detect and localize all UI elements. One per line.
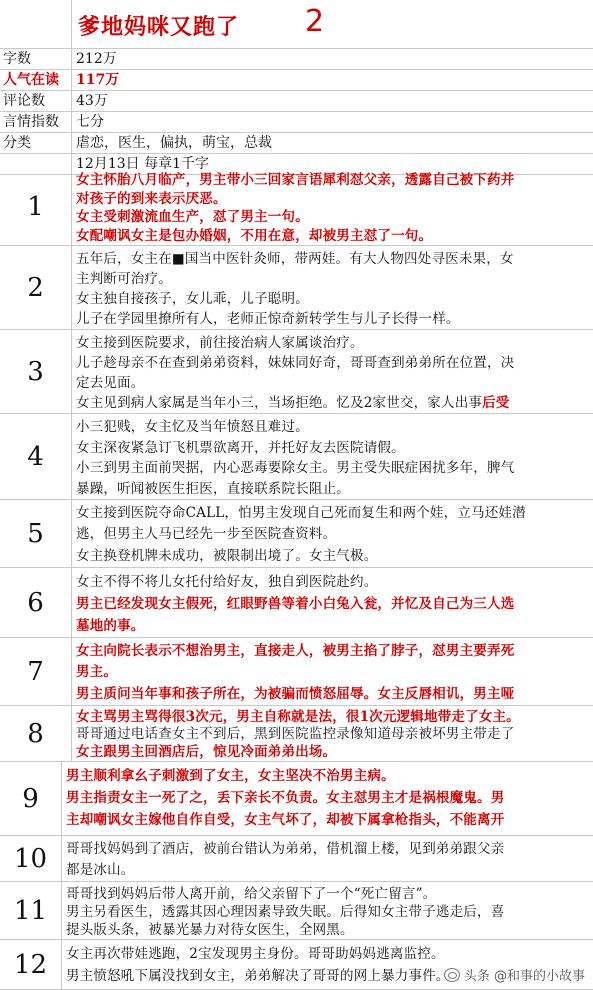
summary-line: 男主指责女主一死了之，丢下亲长不负责。女主怼男主才是祸根魔鬼。男 xyxy=(66,790,505,806)
chapter-number: 1 xyxy=(0,168,72,245)
chapter-row xyxy=(0,762,593,836)
chapter-number: 8 xyxy=(0,706,72,761)
info-row xyxy=(0,112,593,133)
chapter-row xyxy=(0,414,593,500)
info-key: 人气在读 xyxy=(0,70,72,91)
info-key: 字数 xyxy=(0,49,72,70)
chapter-number: 9 xyxy=(0,762,62,835)
info-row xyxy=(0,49,593,70)
summary-line: 女主见到病人家属是当年小三，当场拒绝。忆及2家世交，家人出事后受 xyxy=(76,395,510,411)
chapter-number: 10 xyxy=(0,836,62,881)
info-key: 分类 xyxy=(0,133,72,154)
summary-line: 女主换登机牌未成功，被限制出境了。女主气极。 xyxy=(76,547,378,564)
summary-line: 定去见面。 xyxy=(76,375,145,391)
chapter-row xyxy=(0,330,593,414)
summary-line: 儿子趁母亲不在查到弟弟资料，妹妹同好奇，哥哥查到弟弟所在位置，决 xyxy=(76,355,515,371)
summary-line: 女主再次带娃逃跑，2宝发现男主身份。哥哥助妈妈逃离监控。 xyxy=(66,946,445,962)
chapter-row xyxy=(0,168,593,246)
chapter-number: 2 xyxy=(0,246,72,329)
summary-line: 女主受刺激流血生产，怼了男主一句。 xyxy=(76,209,309,225)
info-key: 言情指数 xyxy=(0,112,72,133)
summary-line: 哥哥找妈妈到了酒店，被前台错认为弟弟，借机溜上楼，见到弟弟跟父亲 xyxy=(66,841,505,857)
summary-line: 小三到男主面前哭据，内心恶毒要除女主。男主受失眠症困扰多年，脾气 xyxy=(76,460,515,476)
summary-line: 逃，但男主人马已经先一步至医院查资料。 xyxy=(76,526,337,543)
watermark-text: 头条 @和事的小故事 xyxy=(463,969,585,984)
chapter-summary xyxy=(76,571,587,637)
summary-line: 提头版头条，被暴光暴力对待女医生，全网黑。 xyxy=(66,922,354,938)
chapter-row xyxy=(0,568,593,638)
summary-line: 女主接到医院要求，前往接治病人家属谈治疗。 xyxy=(76,335,364,351)
chapter-number: 7 xyxy=(0,638,72,705)
chapter-summary xyxy=(76,249,587,329)
chapter-row xyxy=(0,706,593,762)
info-value: 212万 xyxy=(76,51,117,67)
chapter-row xyxy=(0,836,593,882)
chapter-number: 4 xyxy=(0,414,72,499)
summary-line: 男主质问当年事和孩子所在，为被骗而愤怒屈辱。女主反唇相讥，男主哑 xyxy=(76,685,515,702)
summary-line: 暴躁，听闻被医生拒医，直接联系院长阻止。 xyxy=(76,480,350,497)
summary-line: 墓地的事。 xyxy=(76,618,145,634)
info-value: 12月13日 每章1千字 xyxy=(76,156,209,172)
summary-line: 女主独自接孩子，女儿乖，儿子聪明。 xyxy=(76,291,309,307)
chapter-row xyxy=(0,638,593,706)
summary-line: 主却嘲讽女主嫁他自作自受，女主气坏了，却被下属拿枪指头，不能离开 xyxy=(66,812,505,828)
summary-line: 女主不得不将儿女托付给好友，独自到医院赴约。 xyxy=(76,574,378,590)
summary-line: 男主愤怒吼下属没找到女主，弟弟解决了哥哥的网上暴力事件。 xyxy=(66,968,450,984)
summary-line: 哥哥通过电话查女主不到后，黑到医院监控录像知道母亲被坏男主带走了 xyxy=(76,726,515,743)
summary-line: 对孩子的到来表示厌恶。 xyxy=(76,190,227,207)
summary-line: 儿子在学园里撩所有人，老师正惊奇新转学生与儿子长得一样。 xyxy=(76,311,460,327)
info-row xyxy=(0,133,593,154)
summary-line: 五年后，女主在■国当中医针灸师，带两娃。有大人物四处寻医未果，女 xyxy=(76,251,514,267)
chapter-number: 3 xyxy=(0,330,72,413)
title-left-cell xyxy=(0,0,72,49)
book-number: 2 xyxy=(305,4,325,39)
chapter-number: 5 xyxy=(0,500,72,567)
summary-line: 哥哥找到妈妈后带人离开前，给父亲留下了一个“死亡留言”。 xyxy=(66,886,437,902)
info-value: 117万 xyxy=(76,72,120,88)
watermark xyxy=(444,965,585,984)
summary-line: 女主怀胎八月临产，男主带小三回家言语犀利怼父亲，透露自己被下药并 xyxy=(76,172,515,188)
summary-line: 女主跟男主回酒店后，惊见冷面弟弟出场。 xyxy=(76,743,337,760)
chapter-summary xyxy=(76,503,587,567)
chapter-row xyxy=(0,246,593,330)
summary-line: 男主已经发现女主假死，红眼野兽等着小白兔入瓮，并忆及自己为三人选 xyxy=(76,596,515,612)
chapter-summary xyxy=(66,885,587,939)
chapter-summary xyxy=(76,709,587,761)
summary-line: 女主向院长表示不想治男主，直接走人，被男主掐了脖子，怼男主要弄死 xyxy=(76,643,515,659)
summary-line: 女主骂男主骂得很3次元，男主自称就是法，很1次元逻辑地带走了女主。 xyxy=(76,709,520,725)
info-value: 七分 xyxy=(76,114,104,130)
summary-line: 男主顺利拿幺子刺激到了女主，女主坚决不治男主病。 xyxy=(66,768,395,784)
info-row xyxy=(0,91,593,112)
summary-line: 女配嘲讽女主是包办婚姻，不用在意，却被男主怼了一句。 xyxy=(76,227,433,244)
chapter-summary xyxy=(76,417,587,499)
info-row xyxy=(0,70,593,91)
title-row xyxy=(0,0,593,49)
summary-line: 女主接到医院夺命CALL，怕男主发现自己死而复生和两个娃，立马还娃潜 xyxy=(76,505,526,521)
summary-line: 男主另看医生，透露其因心理因素导致失眠。后得知女主带子逃走后，喜 xyxy=(66,904,505,920)
chapter-summary xyxy=(76,171,587,245)
watermark-logo-icon xyxy=(444,968,460,982)
summary-line: 小三犯贱，女主忆及当年愤怒且难过。 xyxy=(76,419,309,435)
chapter-summary xyxy=(76,333,587,413)
summary-line: 主判断可治疗。 xyxy=(76,271,172,287)
info-key: 评论数 xyxy=(0,91,72,112)
chapter-number: 12 xyxy=(0,940,62,989)
chapter-row xyxy=(0,882,593,940)
chapter-row xyxy=(0,500,593,568)
chapter-number: 6 xyxy=(0,568,72,637)
info-value: 43万 xyxy=(76,93,108,109)
summary-line: 男主。 xyxy=(76,664,118,681)
chapter-number: 11 xyxy=(0,882,62,939)
summary-line: 女主深夜紧急订飞机票欲离开，并托好友去医院请假。 xyxy=(76,439,405,456)
chapter-summary xyxy=(76,641,587,705)
info-value: 虐恋，医生，偏执，萌宝，总裁 xyxy=(76,135,272,151)
book-title: 爹地妈咪又跑了 xyxy=(78,14,240,40)
chapter-summary xyxy=(66,765,587,831)
chapter-summary xyxy=(66,839,587,881)
summary-line: 都是冰山。 xyxy=(66,862,135,878)
